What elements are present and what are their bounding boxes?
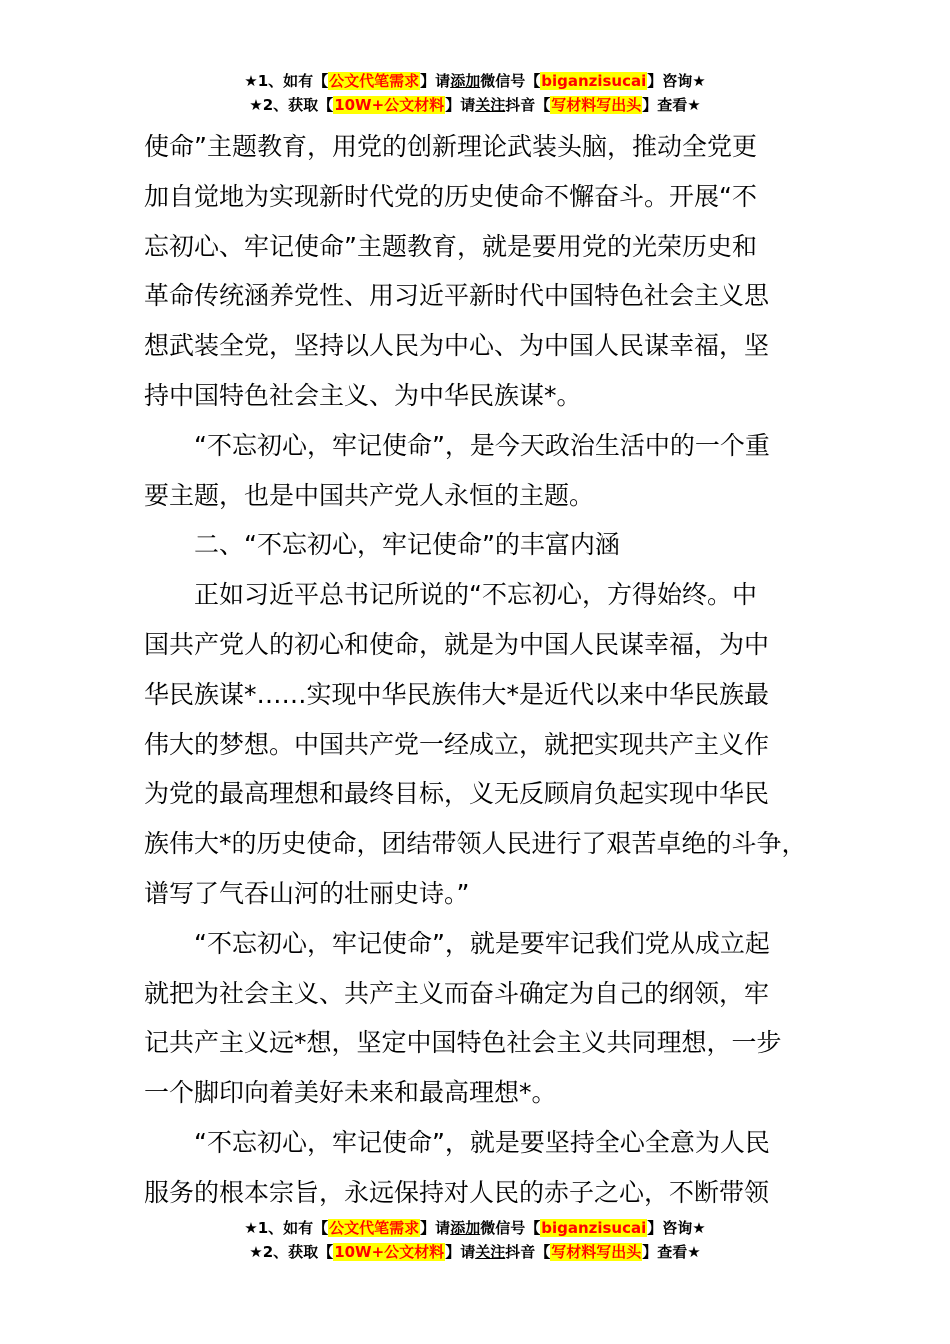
body-line: 就把为社会主义、共产主义而奋斗确定为自己的纲领，牢 [144, 978, 770, 1008]
body-line: 谱写了气吞山河的壮丽史诗。” [144, 878, 470, 908]
header-highlight-service: 公文代笔需求 [329, 72, 420, 90]
body-line: 想武装全党，坚持以人民为中心、为中国人民谋幸福，坚 [144, 331, 770, 361]
paragraph-start-line: “不忘初心，牢记使命”，就是要坚持全心全意为人民 [194, 1127, 770, 1157]
header-highlight-account: 写材料写出头 [551, 96, 642, 114]
footer-line-1-text-2: 微信号【 [480, 1219, 541, 1237]
header-line-2 [0, 93, 950, 117]
footer-underlined-text: 添加 [450, 1219, 481, 1237]
footer-underlined-text-2: 关注 [475, 1243, 506, 1261]
body-line: 为党的最高理想和最终目标，义无反顾肩负起实现中华民 [144, 779, 770, 809]
footer-banner [0, 1216, 950, 1264]
footer-line-2-text-2: 抖音【 [505, 1243, 551, 1261]
body-line: 持中国特色社会主义、为中华民族谋*。 [144, 380, 582, 410]
header-line-2-suffix: 】查看★ [642, 96, 701, 114]
header-line-2-text: 】请 [445, 96, 476, 114]
header-line-2-text-2: 抖音【 [505, 96, 551, 114]
header-line-1-suffix: 】咨询★ [647, 72, 706, 90]
footer-highlight-service: 公文代笔需求 [329, 1219, 420, 1237]
footer-line-1 [0, 1216, 950, 1240]
header-line-1 [0, 69, 950, 93]
footer-highlight-account: 写材料写出头 [551, 1243, 642, 1261]
body-line: 加自觉地为实现新时代党的历史使命不懈奋斗。开展“不 [144, 181, 757, 211]
header-highlight-wechat-id: biganzisucai [541, 72, 647, 90]
header-banner [0, 69, 950, 117]
header-line-1-text: 】请 [420, 72, 451, 90]
body-line: 族伟大*的历史使命，团结带领人民进行了艰苦卓绝的斗争， [144, 829, 807, 859]
header-underlined-text: 添加 [450, 72, 481, 90]
footer-line-2-suffix: 】查看★ [642, 1243, 701, 1261]
footer-line-1-prefix: ★1、如有【 [244, 1219, 329, 1237]
document-body [144, 122, 834, 1218]
footer-highlight-wechat-id: biganzisucai [541, 1219, 647, 1237]
paragraph-start-line: “不忘初心，牢记使命”，是今天政治生活中的一个重 [194, 430, 770, 460]
body-line: 国共产党人的初心和使命，就是为中国人民谋幸福，为中 [144, 629, 770, 659]
body-line: 要主题，也是中国共产党人永恒的主题。 [144, 480, 595, 510]
paragraph-start-line: “不忘初心，牢记使命”，就是要牢记我们党从成立起 [194, 928, 770, 958]
body-line: 华民族谋*……实现中华民族伟大*是近代以来中华民族最 [144, 679, 770, 709]
body-line: 使命”主题教育，用党的创新理论武装头脑，推动全党更 [144, 132, 757, 161]
footer-line-1-text: 】请 [420, 1219, 451, 1237]
footer-line-2-text: 】请 [445, 1243, 476, 1261]
header-line-1-prefix: ★1、如有【 [244, 72, 329, 90]
footer-line-2 [0, 1240, 950, 1264]
body-line: 一个脚印向着美好未来和最高理想*。 [144, 1078, 557, 1108]
header-line-1-text-2: 微信号【 [480, 72, 541, 90]
body-line: 服务的根本宗旨，永远保持对人民的赤子之心，不断带领 [144, 1177, 770, 1207]
footer-line-1-suffix: 】咨询★ [647, 1219, 706, 1237]
body-line: 记共产主义远*想，坚定中国特色社会主义共同理想，一步 [144, 1028, 782, 1058]
footer-line-2-prefix: ★2、获取【 [249, 1243, 334, 1261]
body-line: 忘初心、牢记使命”主题教育，就是要用党的光荣历史和 [144, 231, 757, 261]
section-heading: 二、“不忘初心，牢记使命”的丰富内涵 [194, 530, 620, 560]
body-line: 伟大的梦想。中国共产党一经成立，就把实现共产主义作 [144, 729, 770, 759]
footer-highlight-materials: 10W+公文材料 [334, 1243, 445, 1261]
header-line-2-prefix: ★2、获取【 [249, 96, 334, 114]
body-line: 革命传统涵养党性、用习近平新时代中国特色社会主义思 [144, 281, 770, 311]
paragraph-start-line: 正如习近平总书记所说的“不忘初心，方得始终。中 [194, 580, 757, 610]
header-highlight-materials: 10W+公文材料 [334, 96, 445, 114]
header-underlined-text-2: 关注 [475, 96, 506, 114]
